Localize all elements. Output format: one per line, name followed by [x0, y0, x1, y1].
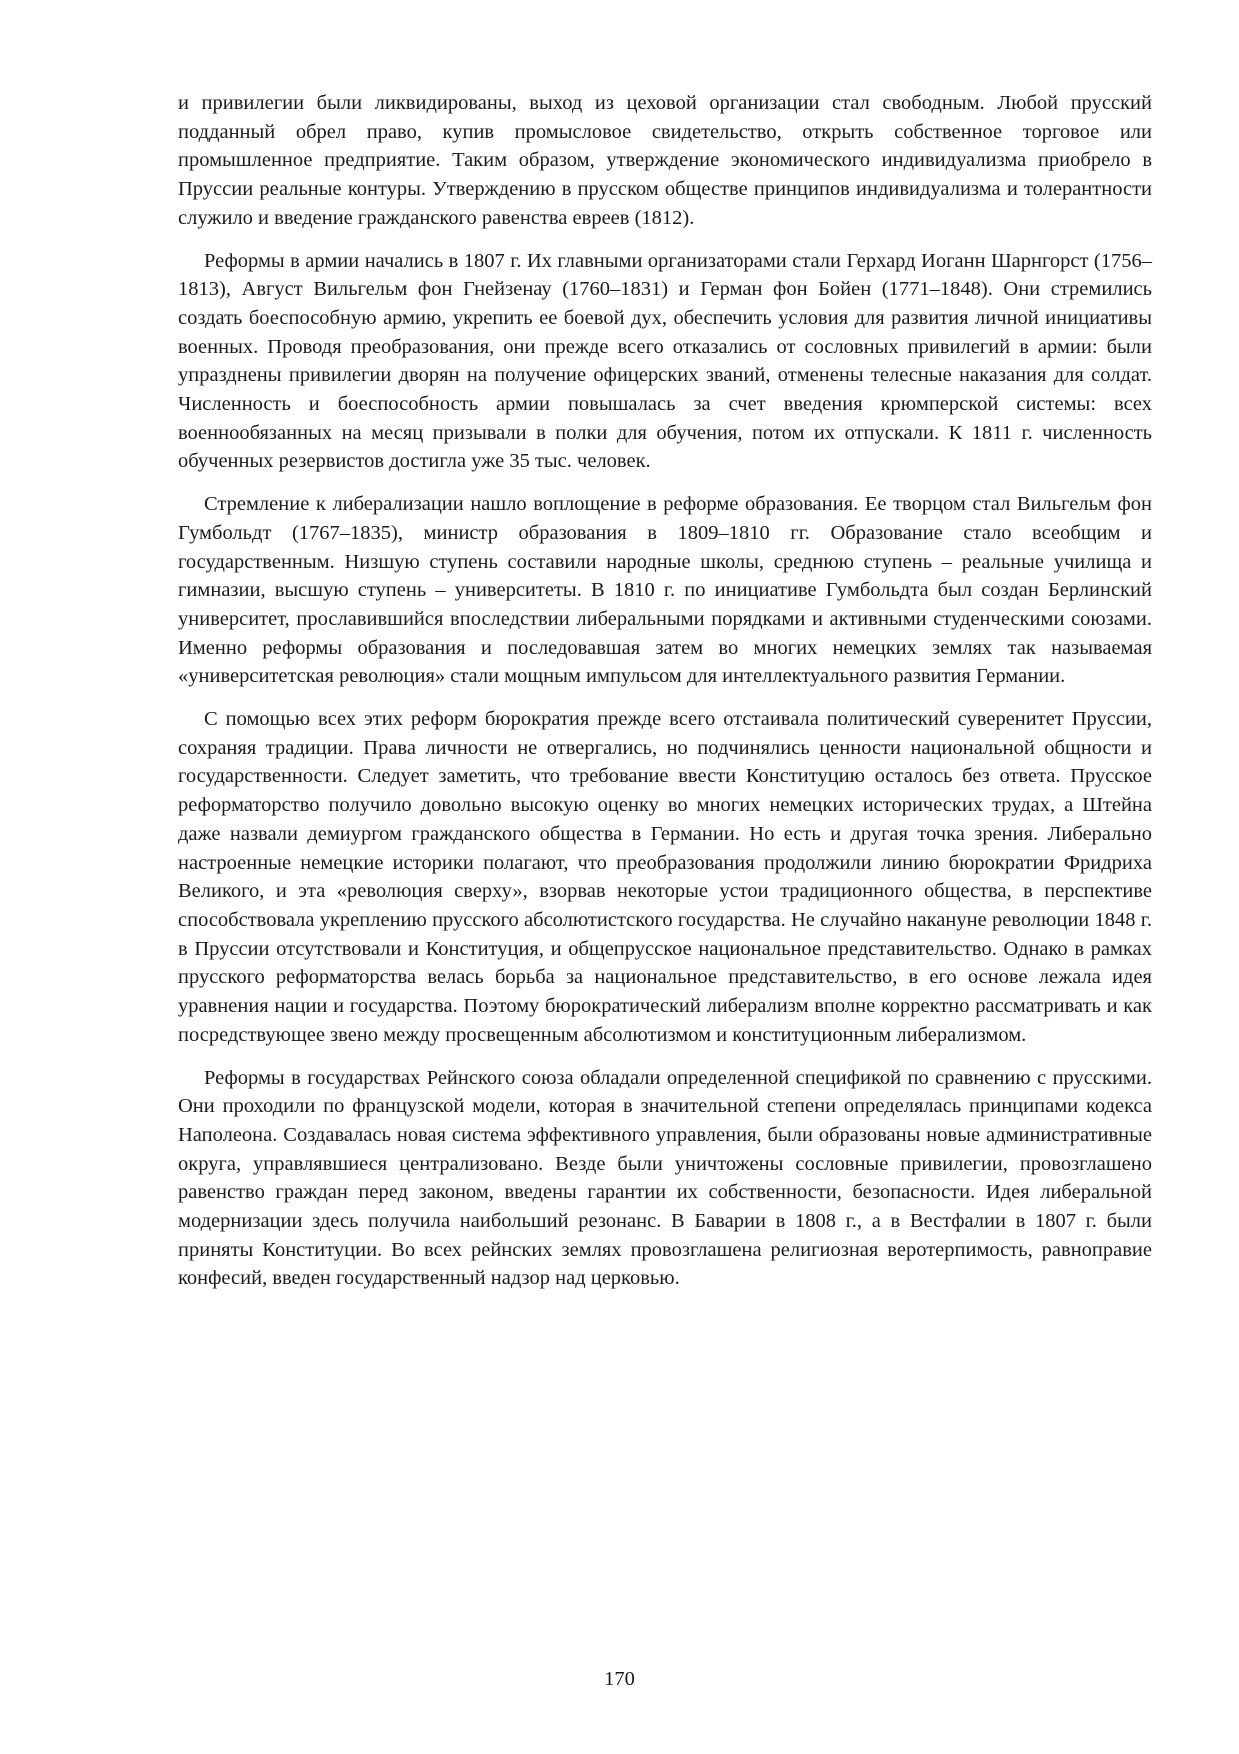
paragraph-2: Реформы в армии начались в 1807 г. Их главными организаторами стали Герхард Иоганн Шарнгорст (1756–1813), Август Вильгельм фон Гнейзенау (1760–1831) и Герман фон Бойен (1771–1848). Они стремились создать боеспособную армию, укрепить ее боевой дух, обеспечить условия для развития личной инициативы военных. Проводя преобразования, они прежде всего отказались от сословных привилегий в армии: были упразднены привилегии дворян на получение офицерских званий, отменены телесные наказания для солдат. Численность и боеспособность армии повышалась за счет введения крюмперской системы: всех военнообязанных на месяц призывали в полки для обучения, потом их отпускали. К 1811 г. численность обученных резервистов достигла уже 35 тыс. человек. [178, 249, 1152, 473]
paragraph-1: и привилегии были ликвидированы, выход из цеховой организации стал свободным. Любой прусский подданный обрел право, купив промысловое свидетельство, открыть собственное торговое или промышленное предприятие. Таким образом, утверждение экономического индивидуализма приобрело в Пруссии реальные контуры. Утверждению в прусском обществе принципов индивидуализма и толерантности служило и введение гражданского равенства евреев (1812). [178, 92, 1152, 229]
paragraph-5: Реформы в государствах Рейнского союза обладали определенной спецификой по сравнению с прусскими. Они проходили по французской модели, которая в значительной степени определялась принципами кодекса Наполеона. Создавалась новая система эффективного управления, были образованы новые административные округа, управлявшиеся централизовано. Везде были уничтожены сословные привилегии, провозглашено равенство граждан перед законом, введены гарантии их собственности, безопасности. Идея либеральной модернизации здесь получила наибольший резонанс. В Баварии в 1808 г., а в Вестфалии в 1807 г. были приняты Конституции. Во всех рейнских землях провозглашена религиозная веротерпимость, равноправие конфесий, введен государственный надзор над церковью. [178, 1066, 1152, 1290]
paragraph-4: С помощью всех этих реформ бюрократия прежде всего отстаивала политический суверенитет Пруссии, сохраняя традиции. Права личности не отвергались, но подчинялись ценности национальной общности и государственности. Следует заметить, что требование ввести Конституцию осталось без ответа. Прусское реформаторство получило довольно высокую оценку во многих немецких исторических трудах, а Штейна даже назвали демиургом гражданского общества в Германии. Но есть и другая точка зрения. Либерально настроенные немецкие историки полагают, что преобразования продолжили линию бюрократии Фридриха Великого, и эта «революция сверху», взорвав некоторые устои традиционного общества, в перспективе способствовала укреплению прусского абсолютистского государства. Не случайно накануне революции 1848 г. в Пруссии отсутствовали и Конституция, и общепрусское национальное представительство. Однако в рамках прусского реформаторства велась борьба за национальное представительство, в его основе лежала идея уравнения нации и государства. Поэтому бюрократический либерализм вполне корректно рассматривать и как посредствующее звено между просвещенным абсолютизмом и конституционным либерализмом. [178, 708, 1152, 1046]
page-number: 170 [604, 1668, 635, 1690]
paragraph-3: Стремление к либерализации нашло воплощение в реформе образования. Ее творцом стал Вильгельм фон Гумбольдт (1767–1835), министр образования в 1809–1810 гг. Образование стало всеобщим и государственным. Низшую ступень составили народные школы, среднюю ступень – реальные училища и гимназии, высшую ступень – университеты. В 1810 г. по инициативе Гумбольдта был создан Берлинский университет, прославившийся впоследствии либеральными порядками и активными студенческими союзами. Именно реформы образования и последовавшая затем во многих немецких землях так называемая «университетская революция» стали мощным импульсом для интеллектуального развития Германии. [178, 493, 1152, 688]
page-body [178, 89, 1152, 1307]
